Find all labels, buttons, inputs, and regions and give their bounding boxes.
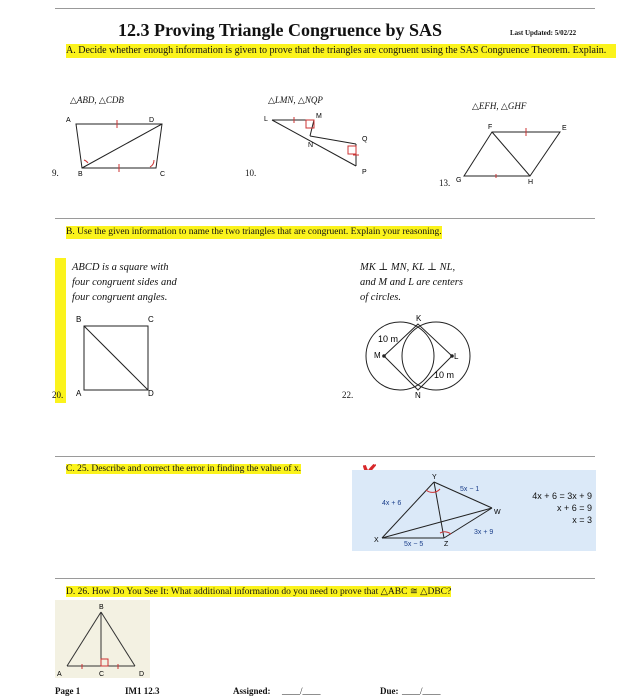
footer-due-value: ____/____ [402,686,441,696]
point-k: K [416,314,422,323]
problem-20-line-1: ABCD is a square with [72,262,169,273]
point-d: D [139,671,145,678]
point-c: C [160,171,166,178]
page-title: 12.3 Proving Triangle Congruence by SAS [118,20,443,40]
problem-22-line-3: of circles. [360,292,402,303]
point-q: Q [362,136,368,143]
point-l: L [454,352,459,361]
problem-20-line-3: four congruent angles. [72,292,168,303]
point-d: D [149,117,155,124]
section-c-work [510,490,592,526]
section-b-instruction: B. Use the given information to name the two triangles that are congruent. Explain your reasoning. [66,227,442,237]
label-x: X [374,537,379,544]
problem-22-number: 22. [342,390,354,400]
problem-22-line-2: and M and L are centers [360,277,463,288]
work-line-3: x = 3 [572,515,592,525]
problem-9-triangles: △ABD, △CDB [70,95,124,105]
problem-22-text [360,260,463,305]
label-3x-9: 3x + 9 [474,529,494,536]
point-n: N [415,391,421,400]
label-y: Y [432,474,437,481]
point-b: B [78,171,83,178]
footer-page: Page 1 [55,686,81,696]
problem-13-triangles: △EFH, △GHF [472,101,527,111]
point-a: A [57,671,62,678]
label-5x-1: 5x − 1 [460,486,480,493]
section-a-instruction: A. Decide whether enough information is given to prove that the triangles are congruent using the SAS Congruence Theorem. Explain. [66,44,616,58]
problem-20-text [72,260,177,305]
problem-9-figure [60,110,185,180]
problem-20-line-2: four congruent sides and [72,277,177,288]
radius-label-2: 10 m [434,370,455,380]
section-d-sketch [55,600,150,678]
problem-20-figure [68,312,168,402]
point-b: B [76,315,82,324]
point-p: P [362,169,367,176]
divider-a-b [55,218,595,219]
problem-20-number: 20. [52,390,64,400]
point-a: A [76,389,82,398]
label-4x-6: 4x + 6 [382,500,402,507]
work-line-2: x + 6 = 9 [556,503,592,513]
divider-c-d [55,578,595,579]
top-clipped-header [55,0,595,9]
problem-10-number: 10. [245,168,257,178]
problem-13-figure [450,118,590,188]
point-g: G [456,177,462,184]
problem-22-figure [348,312,488,402]
problem-10-triangles: △LMN, △NQP [268,95,323,105]
divider-b-c [55,456,595,457]
label-5x-5: 5x − 5 [404,541,424,548]
point-n: N [308,142,314,149]
last-updated: Last Updated: 5/02/22 [510,29,577,37]
footer-assigned-value: ____/____ [282,686,321,696]
footer-course: IM1 12.3 [125,686,160,696]
point-m: M [374,351,381,360]
section-c-instruction: C. 25. Describe and correct the error in finding the value of x. [66,464,302,474]
point-c: C [99,671,105,678]
point-e: E [562,125,567,132]
label-w: W [494,509,501,516]
left-margin-highlight [55,258,66,403]
problem-13-number: 13. [439,178,451,188]
section-d-triangles [55,600,150,678]
problem-10-figure [258,110,378,180]
point-c: C [148,315,154,324]
point-m: M [316,113,322,120]
point-d: D [148,389,154,398]
point-a: A [66,117,71,124]
footer-assigned-label: Assigned: [233,686,271,696]
footer-due-label: Due: [380,686,399,696]
radius-label-1: 10 m [378,334,399,344]
section-d-instruction: D. 26. How Do You See It: What additional information do you need to prove that △ABC ≅ △DBC? [66,587,452,597]
problem-22-line-1: MK ⊥ MN, KL ⊥ NL, [360,262,456,273]
section-c-diagram [352,470,596,551]
label-z: Z [444,541,449,548]
point-b: B [99,604,104,611]
point-h: H [528,179,534,186]
problem-9-number: 9. [52,168,59,178]
point-l: L [264,116,268,123]
work-line-1: 4x + 6 = 3x + 9 [532,491,592,501]
point-f: F [488,124,493,131]
